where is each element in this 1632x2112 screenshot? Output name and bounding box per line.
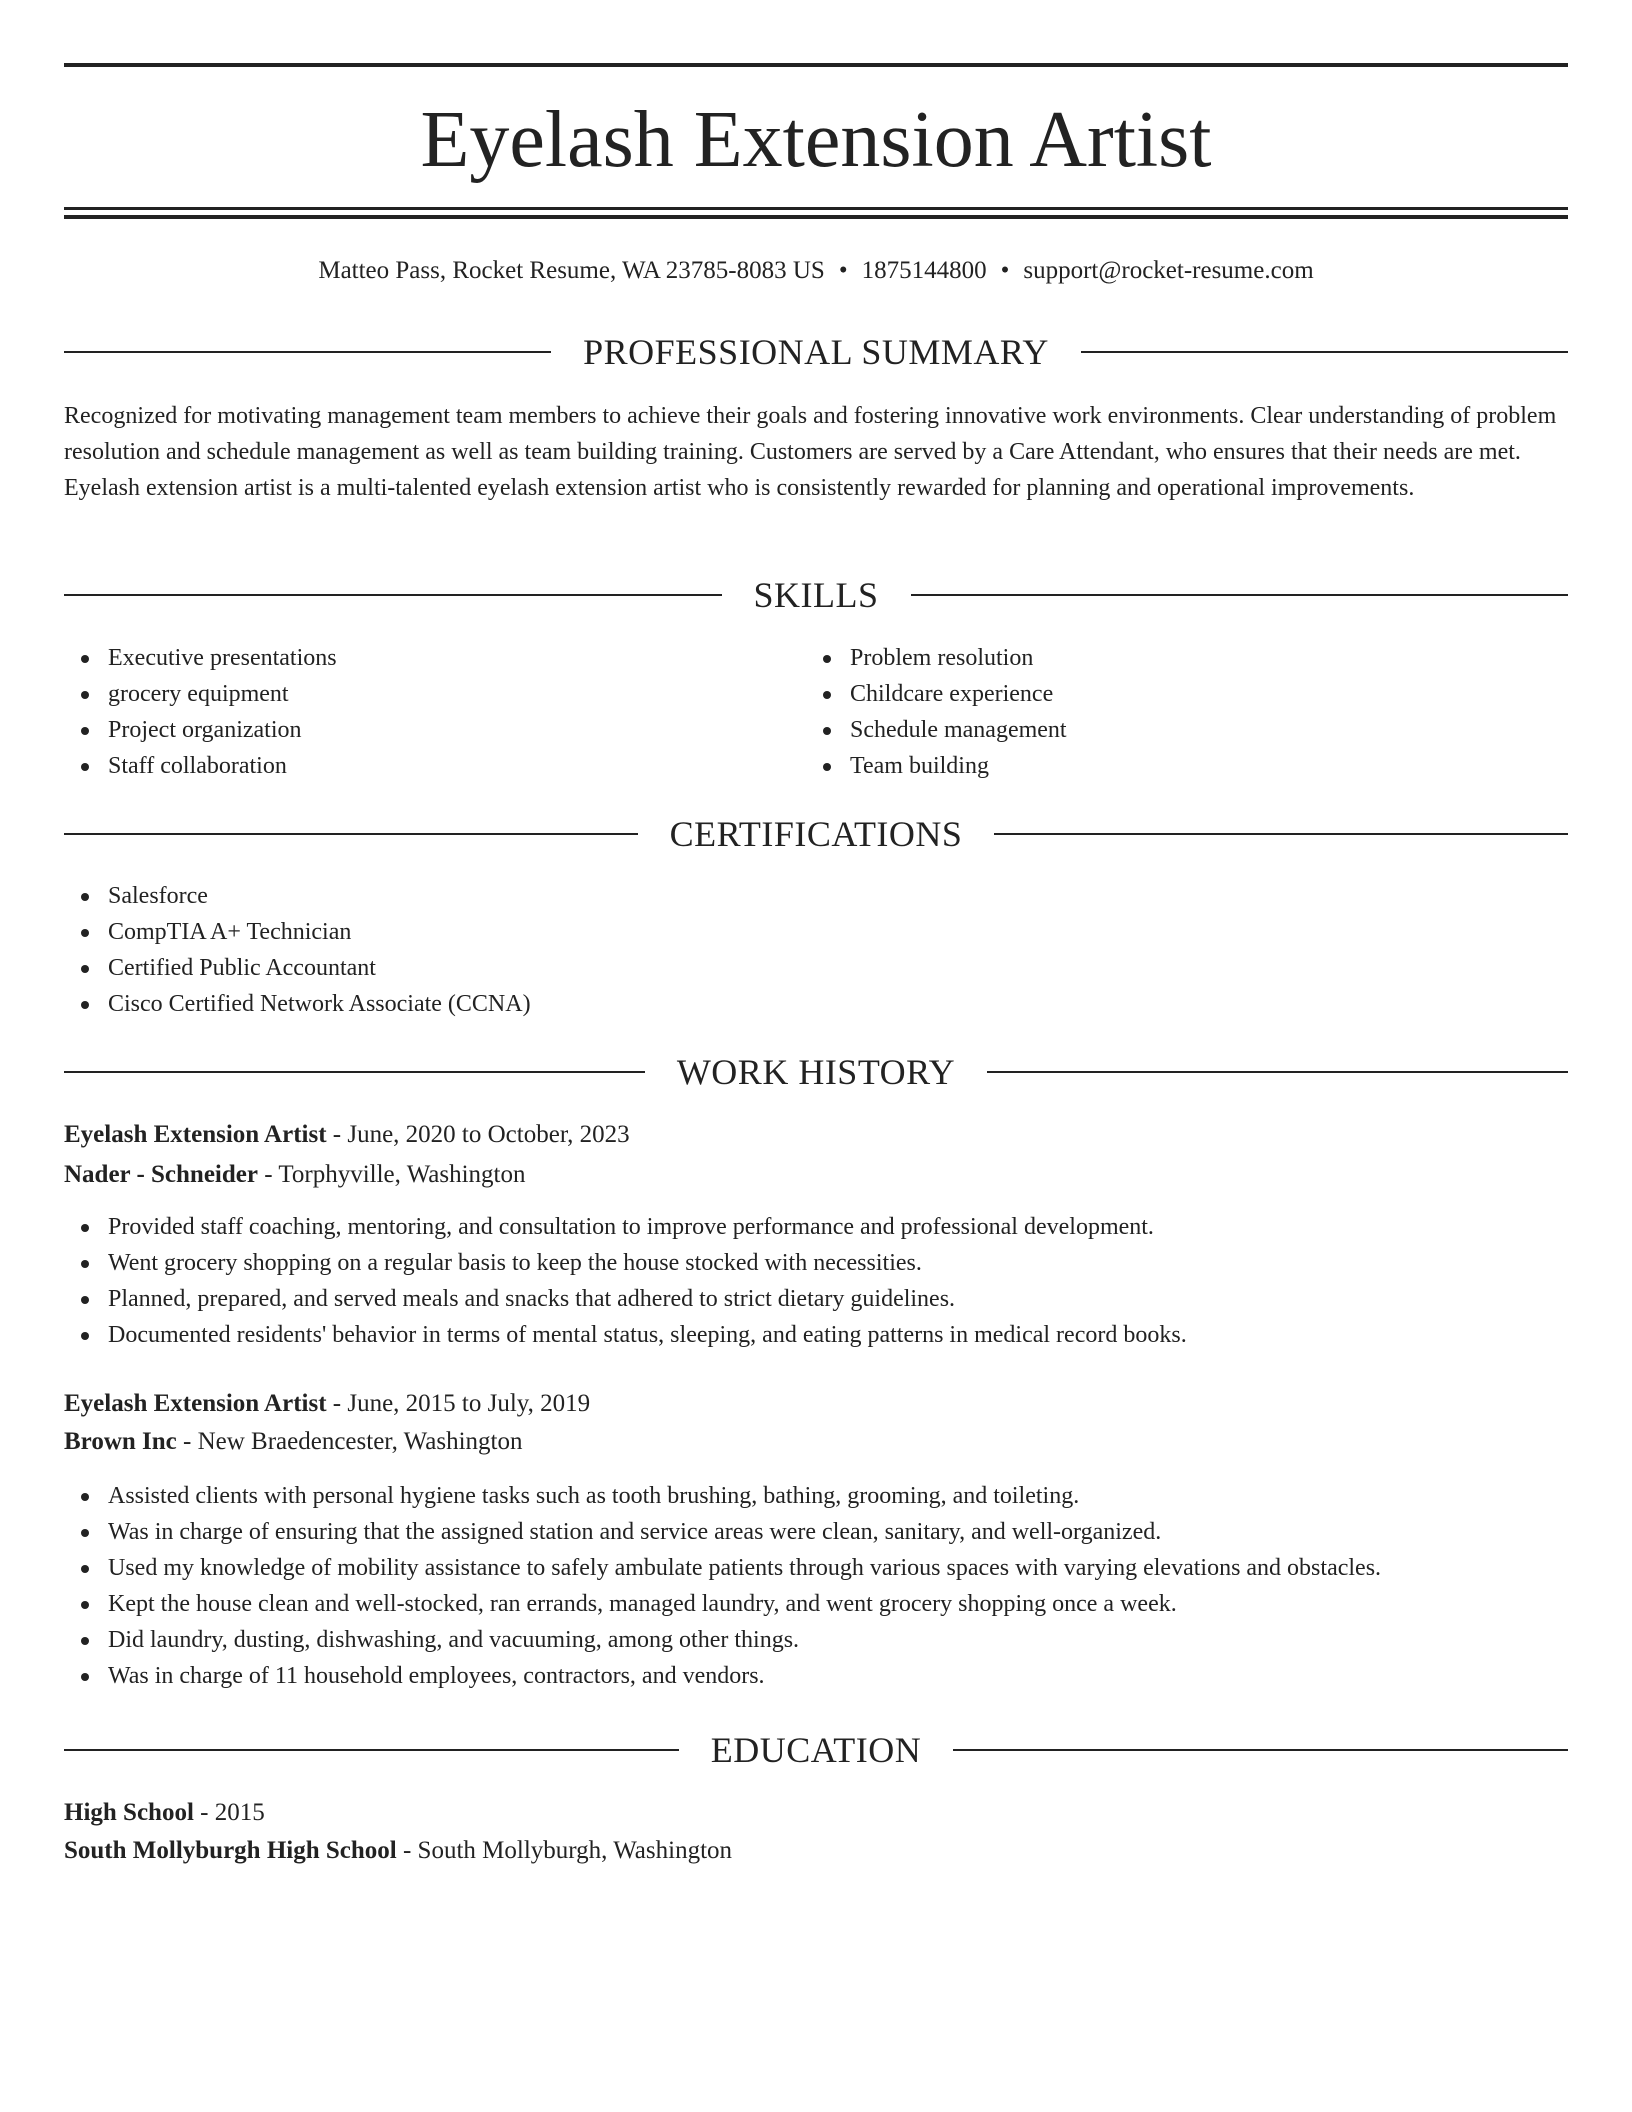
job-bullet: Assisted clients with personal hygiene tasks such as tooth brushing, bathing, grooming, and toileting.: [108, 1478, 1381, 1514]
skill-item: Childcare experience: [850, 676, 1067, 712]
skill-item: Project organization: [108, 712, 337, 748]
certification-item: Certified Public Accountant: [108, 950, 531, 986]
heading-label: CERTIFICATIONS: [669, 814, 963, 854]
heading-rule: [64, 833, 638, 835]
skill-item: Executive presentations: [108, 640, 337, 676]
job-title-line: [64, 1117, 1568, 1153]
job-title: Eyelash Extension Artist: [64, 1390, 327, 1417]
skill-item: grocery equipment: [108, 676, 337, 712]
job-bullet: Was in charge of 11 household employees, contractors, and vendors.: [108, 1658, 1381, 1694]
education-degree: High School: [64, 1799, 194, 1826]
section-heading-work-history: [64, 1050, 1568, 1094]
section-heading-certifications: [64, 812, 1568, 856]
job-company-line: [64, 1157, 1568, 1193]
heading-label: WORK HISTORY: [676, 1052, 956, 1092]
job-location: - Torphyville, Washington: [257, 1161, 526, 1188]
heading-rule: [911, 594, 1569, 596]
education-degree-line: [64, 1795, 1568, 1831]
certification-item: Cisco Certified Network Associate (CCNA): [108, 986, 531, 1022]
job-bullet: Used my knowledge of mobility assistance to safely ambulate patients through various spaces with varying elevations and obstacles.: [108, 1550, 1381, 1586]
summary-text: Recognized for motivating management team members to achieve their goals and fostering innovative work environments. Clear understanding of problem resolution and schedule management as well as team building training. Customers are served by a Care Attendant, who ensures that their needs are met. Eyelash extension artist is a multi-talented eyelash extension artist who is consistently rewarded for planning and operational improvements.: [64, 403, 1557, 501]
section-heading-skills: [64, 573, 1568, 617]
contact-email: support@rocket-resume.com: [1023, 257, 1314, 284]
job-dates: - June, 2015 to July, 2019: [326, 1390, 591, 1417]
header-divider-rule-thick: [64, 215, 1568, 219]
header-divider-rule: [64, 207, 1568, 210]
job-bullet: Was in charge of ensuring that the assigned station and service areas were clean, sanitary, and well-organized.: [108, 1514, 1381, 1550]
job-company: Brown Inc: [64, 1428, 177, 1455]
job-company: Nader - Schneider: [64, 1161, 258, 1188]
education-school: South Mollyburgh High School: [64, 1837, 397, 1864]
job-location: - New Braedencester, Washington: [176, 1428, 523, 1455]
job-title: Eyelash Extension Artist: [64, 1121, 327, 1148]
heading-rule: [1081, 351, 1568, 353]
contact-separator: •: [838, 257, 848, 284]
heading-rule: [64, 351, 551, 353]
education-school-line: [64, 1833, 1568, 1869]
job-bullets: [64, 1478, 1381, 1694]
certification-item: Salesforce: [108, 878, 531, 914]
job-bullet: Documented residents' behavior in terms of mental status, sleeping, and eating patterns in medical record books.: [108, 1317, 1187, 1353]
certification-item: CompTIA A+ Technician: [108, 914, 531, 950]
heading-rule: [994, 833, 1568, 835]
job-bullet: Did laundry, dusting, dishwashing, and vacuuming, among other things.: [108, 1622, 1381, 1658]
contact-line: [64, 254, 1568, 288]
header-top-rule: [64, 63, 1568, 67]
skill-item: Staff collaboration: [108, 748, 337, 784]
heading-label: SKILLS: [753, 575, 879, 615]
heading-rule: [987, 1071, 1568, 1073]
heading-label: EDUCATION: [710, 1730, 922, 1770]
skill-item: Problem resolution: [850, 640, 1067, 676]
skill-item: Schedule management: [850, 712, 1067, 748]
section-heading-summary: [64, 330, 1568, 374]
education-year: - 2015: [193, 1799, 265, 1826]
job-bullet: Kept the house clean and well-stocked, ran errands, managed laundry, and went grocery shopping once a week.: [108, 1586, 1381, 1622]
job-company-line: [64, 1424, 1568, 1460]
skill-item: Team building: [850, 748, 1067, 784]
education-location: - South Mollyburgh, Washington: [396, 1837, 733, 1864]
job-bullet: Went grocery shopping on a regular basis to keep the house stocked with necessities.: [108, 1245, 1187, 1281]
skills-list-left: [64, 640, 337, 784]
job-bullet: Provided staff coaching, mentoring, and consultation to improve performance and professional development.: [108, 1209, 1187, 1245]
heading-rule: [953, 1749, 1568, 1751]
job-title-line: [64, 1386, 1568, 1422]
heading-label: PROFESSIONAL SUMMARY: [583, 332, 1049, 372]
contact-address: Matteo Pass, Rocket Resume, WA 23785-8083 US: [318, 257, 825, 284]
heading-rule: [64, 1749, 679, 1751]
heading-rule: [64, 594, 722, 596]
job-bullet: Planned, prepared, and served meals and snacks that adhered to strict dietary guidelines.: [108, 1281, 1187, 1317]
certifications-list: [64, 878, 531, 1022]
job-bullets: [64, 1209, 1187, 1353]
job-dates: - June, 2020 to October, 2023: [326, 1121, 630, 1148]
section-heading-education: [64, 1728, 1568, 1772]
skills-list-right: [806, 640, 1067, 784]
contact-phone: 1875144800: [861, 257, 987, 284]
contact-separator: •: [1000, 257, 1010, 284]
resume-title: Eyelash Extension Artist: [420, 96, 1212, 184]
heading-rule: [64, 1071, 645, 1073]
